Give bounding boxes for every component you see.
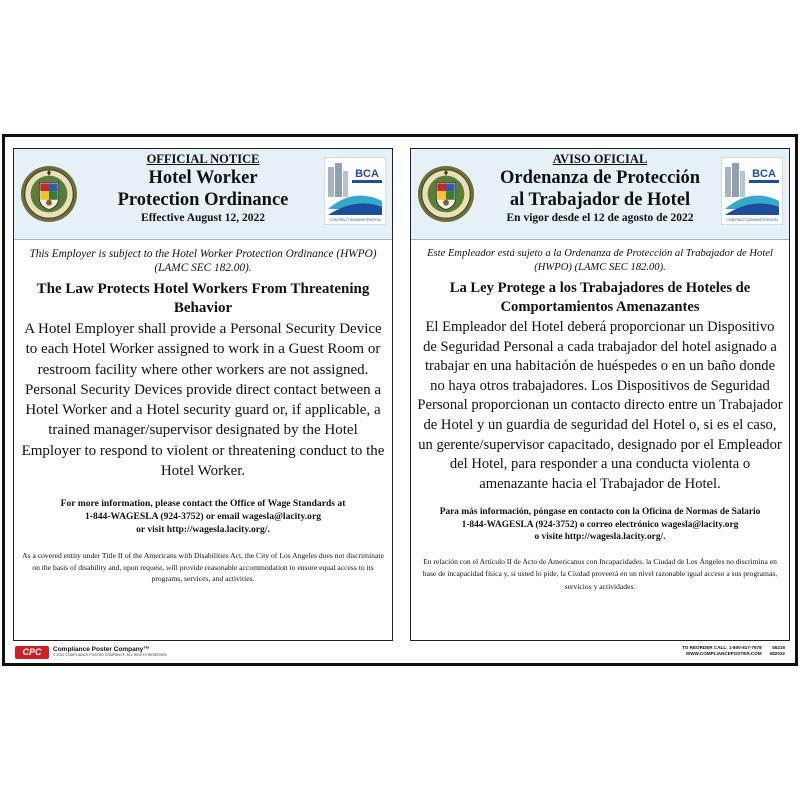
bca-subtext: CONTRACT ADMINISTRATION [329,218,381,222]
ada-statement: As a covered entity under Title II of the Americans with Disabilities Act, the City of Los Angeles does not discriminate on the basis of disability and, upon request, will provide reasonable accommodation to ensure equal access to its programs, services, and activities. [22,551,384,584]
spanish-panel [410,148,790,641]
fecha-vigor: En vigor desde el 12 de agosto de 2022 [506,212,694,224]
law-headline: The Law Protects Hotel Workers From Threatening Behavior [36,281,370,316]
subject-statement: This Employer is subject to the Hotel Worker Protection Ordinance (HWPO) (LAMC SEC 182.00). [29,248,377,274]
title-line-1: Hotel Worker [148,168,258,188]
bca-logo-icon [324,157,386,225]
bca-text: BCA [355,168,379,180]
contacto-linea-3: o visite http://wagesla.lacity.org/. [534,532,666,543]
informacion-contacto [417,506,783,544]
contacto-linea-1: Para más información, póngase en contacto con la Oficina de Normas de Salario [439,507,761,518]
bca-subtext: CONTRACT ADMINISTRATION [726,218,778,222]
website: WWW.COMPLIANCEPOSTER.COM [685,651,762,656]
declaracion-ada: En relación con el Artículo II de Acto de Americanos con Incapacidades, la Ciudad de Los Ángeles no discrimina en base de incapacidad física y, si usted lo pide, la Ciudad proveerá en un nivel razonable igual acceso a sus programas, servicios y actividades. [422,556,778,591]
cpc-branding [15,643,167,661]
spanish-header [411,149,789,240]
main-paragraph: A Hotel Employer shall provide a Personal Security Device to each Hotel Worker assigned to work in a Guest Room or restroom facility where other workers are not assigned. Personal Security Devices provide direct contact between a Hotel Worker and a Hotel security guard or, if applicable, a trained manager/supervisor designated by the Hotel Employer to respond to violent or threatening conduct to the Hotel Worker. [21,321,385,480]
contact-line-2: 1-844-WAGESLA (924-3752) or email wagesla@lacity.org [84,511,322,523]
spanish-body [411,247,789,593]
city-seal-icon [20,165,78,223]
effective-date: Effective August 12, 2022 [141,212,265,224]
copyright: © 2022 COMPLIANCE POSTER COMPANY®. ALL RIGHTS RESERVED [53,653,168,657]
english-header [14,149,392,240]
english-body [14,247,392,585]
contacto-linea-2: 1-844-WAGESLA (924-3752) o correo electrónico wagesla@lacity.org [461,519,739,530]
revision-code: 082022 [769,651,785,656]
contact-info [20,497,386,536]
declaracion-sujeto: Este Empleador está sujeto a la Ordenanza de Protección al Trabajador de Hotel (HWPO) (LAMC SEC 182.00). [427,248,773,273]
titular-ley: La Ley Protege a los Trabajadores de Hoteles de Comportamientos Amenazantes [449,280,751,315]
official-notice-label: OFFICIAL NOTICE [146,152,260,166]
company-name: Compliance Poster Company™ [53,646,150,653]
contact-line-1: For more information, please contact the Office of Wage Standards at [60,498,346,510]
titulo-linea-2: al Trabajador de Hotel [509,190,691,210]
bca-logo-icon [721,157,783,225]
cpc-logo-icon: CPC [15,646,49,659]
title-line-2: Protection Ordinance [117,190,289,210]
product-code: 55216 [772,645,785,650]
city-seal-icon [417,165,475,223]
titulo-linea-1: Ordenanza de Protección [499,168,701,188]
reorder-info [682,645,785,657]
contact-line-3: or visit http://wagesla.lacity.org/. [136,524,270,536]
bca-text: BCA [752,168,776,180]
english-panel [13,148,393,641]
parrafo-principal: El Empleador del Hotel deberá proporcionar un Dispositivo de Seguridad Personal a cada trabajador del hotel asignado a trabajar en una habitación de huéspedes o en un baño donde no haya otros trabajadores. Los Dispositivos de Seguridad Personal proporcionan un contacto directo entre un Trabajador de Hotel y un guardia de seguridad del Hotel o, si es el caso, un gerente/supervisor capacitado, designado por el Empleador del Hotel, para responder a una conducta violenta o amenazante hacia el Trabajador de Hotel. [417,319,783,492]
reorder-phone: TO REORDER CALL: 1-800-817-7678 [682,645,762,650]
aviso-oficial-label: AVISO OFICIAL [552,152,648,166]
poster [2,134,798,666]
